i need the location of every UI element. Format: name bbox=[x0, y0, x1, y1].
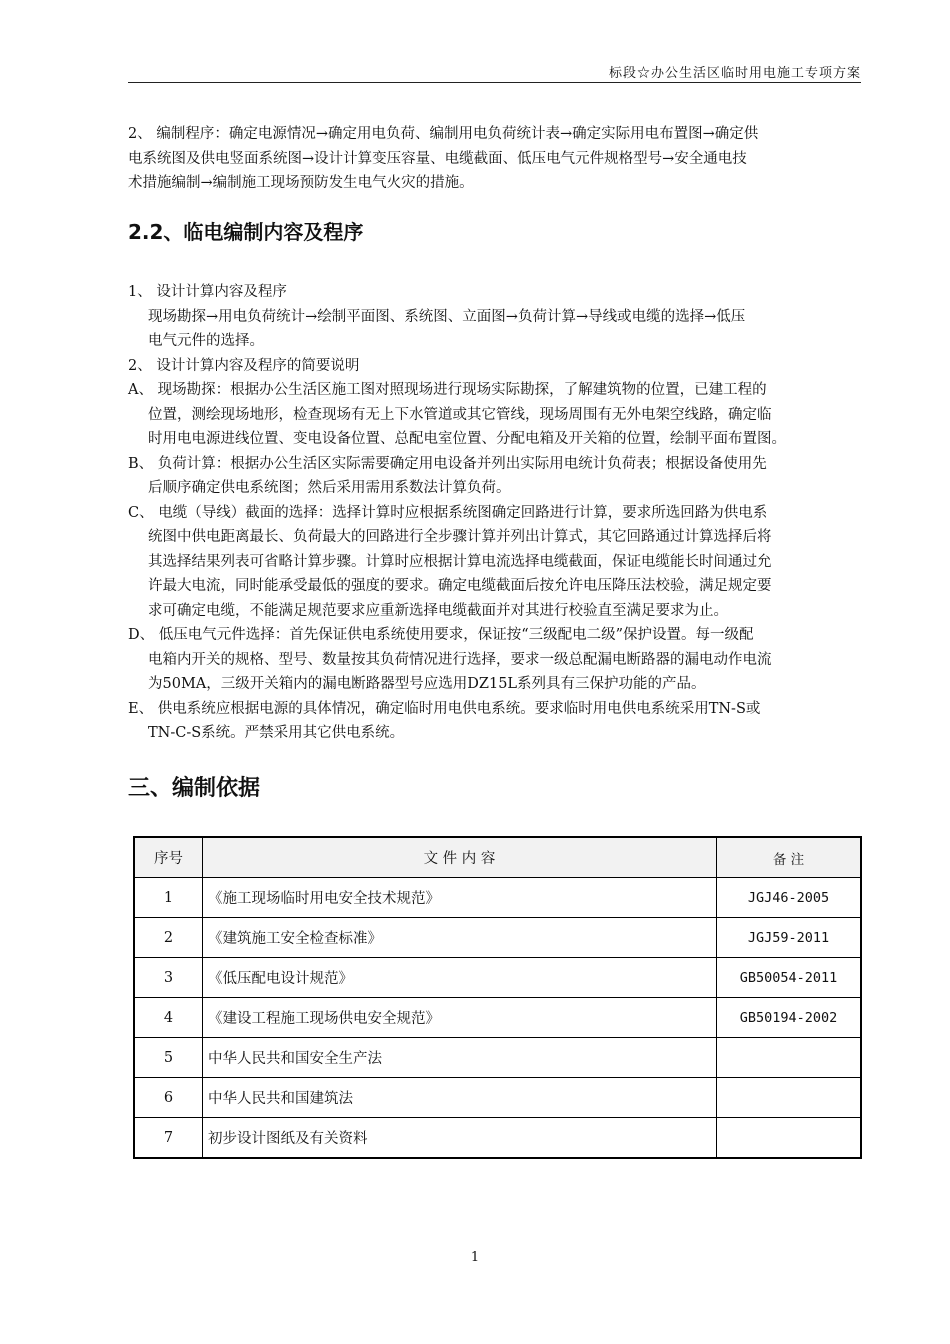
text-line: 许最大电流，同时能承受最低的强度的要求。确定电缆截面后按允许电压降压法校验，满足规定要 bbox=[148, 578, 772, 594]
row-number: 2 bbox=[134, 918, 203, 958]
page-header: 标段☆办公生活区临时用电施工专项方案 bbox=[128, 62, 861, 83]
text-line: 统图中供电距离最长、负荷最大的回路进行全步骤计算并列出计算式，其它回路通过计算选择后将 bbox=[148, 529, 772, 545]
row-note bbox=[717, 1038, 862, 1078]
row-note bbox=[717, 1078, 862, 1118]
text-line: 位置，测绘现场地形，检查现场有无上下水管道或其它管线，现场周围有无外电架空线路，确定临 bbox=[148, 406, 772, 423]
row-document: 《施工现场临时用电安全技术规范》 bbox=[203, 878, 717, 918]
list-item: 2、 设计计算内容及程序的简要说明 bbox=[128, 357, 360, 374]
row-document: 中华人民共和国安全生产法 bbox=[203, 1038, 717, 1078]
row-note: GB50054-2011 bbox=[717, 958, 862, 998]
row-document: 《建设工程施工现场供电安全规范》 bbox=[203, 998, 717, 1038]
table-row bbox=[134, 878, 861, 918]
item-c: C、 电缆（导线）截面的选择：选择计算时应根据系统图确定回路进行计算，要求所选回路为供电系 bbox=[128, 504, 768, 521]
item-e: E、 供电系统应根据电源的具体情况，确定临时用电供电系统。要求临时用电供电系统采用TN-S或 bbox=[128, 700, 761, 717]
row-document: 《建筑施工安全检查标准》 bbox=[203, 918, 717, 958]
text-line: 现场勘探→用电负荷统计→绘制平面图、系统图、立面图→负荷计算→导线或电缆的选择→低压 bbox=[148, 308, 746, 325]
table-row bbox=[134, 998, 861, 1038]
list-item: 1、 设计计算内容及程序 bbox=[128, 284, 287, 300]
header-cell-note: 备 注 bbox=[717, 837, 862, 878]
row-note: GB50194-2002 bbox=[717, 998, 862, 1038]
row-number: 5 bbox=[134, 1038, 203, 1078]
section-2-2-body bbox=[128, 280, 786, 746]
intro-paragraph bbox=[128, 122, 758, 196]
section-heading-2-2: 2.2、临电编制内容及程序 bbox=[128, 220, 364, 244]
row-number: 6 bbox=[134, 1078, 203, 1118]
row-note: JGJ46-2005 bbox=[717, 878, 862, 918]
text-line: 术措施编制→编制施工现场预防发生电气火灾的措施。 bbox=[128, 175, 474, 191]
row-document: 中华人民共和国建筑法 bbox=[203, 1078, 717, 1118]
row-number: 7 bbox=[134, 1118, 203, 1159]
text-line: 电箱内开关的规格、型号、数量按其负荷情况进行选择，要求一级总配漏电断路器的漏电动作电流 bbox=[148, 651, 772, 668]
page-number: 1 bbox=[470, 1250, 480, 1265]
reference-table bbox=[133, 836, 862, 1159]
table-row bbox=[134, 1038, 861, 1078]
table-header-row bbox=[134, 837, 861, 878]
row-document: 《低压配电设计规范》 bbox=[203, 958, 717, 998]
text-line: 2、 编制程序：确定电源情况→确定用电负荷、编制用电负荷统计表→确定实际用电布置图→确定供 bbox=[128, 126, 759, 142]
row-note: JGJ59-2011 bbox=[717, 918, 862, 958]
header-cell-no: 序号 bbox=[134, 837, 203, 878]
text-line: 其选择结果列表可省略计算步骤。计算时应根据计算电流选择电缆截面，保证电缆能长时间通过允 bbox=[148, 553, 772, 570]
table-row bbox=[134, 1078, 861, 1118]
item-b: B、 负荷计算：根据办公生活区实际需要确定用电设备并列出实际用电统计负荷表；根据设备使用先 bbox=[128, 455, 767, 472]
row-number: 1 bbox=[134, 878, 203, 918]
table-row bbox=[134, 1118, 861, 1159]
text-line: 后顺序确定供电系统图；然后采用需用系数法计算负荷。 bbox=[148, 480, 511, 496]
item-d: D、 低压电气元件选择：首先保证供电系统使用要求，保证按“三级配电二级”保护设置。每一级配 bbox=[128, 627, 754, 643]
text-line: 电气元件的选择。 bbox=[148, 333, 264, 349]
section-heading-3: 三、编制依据 bbox=[128, 776, 261, 801]
row-number: 3 bbox=[134, 958, 203, 998]
text-line: 时用电电源进线位置、变电设备位置、总配电室位置、分配电箱及开关箱的位置，绘制平面布置图。 bbox=[148, 431, 786, 447]
table-row bbox=[134, 918, 861, 958]
row-note bbox=[717, 1118, 862, 1159]
text-line: 为50MA，三级开关箱内的漏电断路器型号应选用DZ15L系列具有三保护功能的产品。 bbox=[148, 676, 706, 692]
text-line: 电系统图及供电竖面系统图→设计计算变压容量、电缆截面、低压电气元件规格型号→安全通电技 bbox=[128, 150, 747, 167]
header-cell-doc: 文 件 内 容 bbox=[203, 837, 717, 878]
item-a: A、 现场勘探：根据办公生活区施工图对照现场进行现场实际勘探，了解建筑物的位置，已建工程的 bbox=[128, 382, 767, 398]
text-line: TN-C-S系统。严禁采用其它供电系统。 bbox=[148, 725, 405, 741]
row-document: 初步设计图纸及有关资料 bbox=[203, 1118, 717, 1159]
text-line: 求可确定电缆，不能满足规范要求应重新选择电缆截面并对其进行校验直至满足要求为止。 bbox=[148, 602, 728, 619]
table-row bbox=[134, 958, 861, 998]
row-number: 4 bbox=[134, 998, 203, 1038]
